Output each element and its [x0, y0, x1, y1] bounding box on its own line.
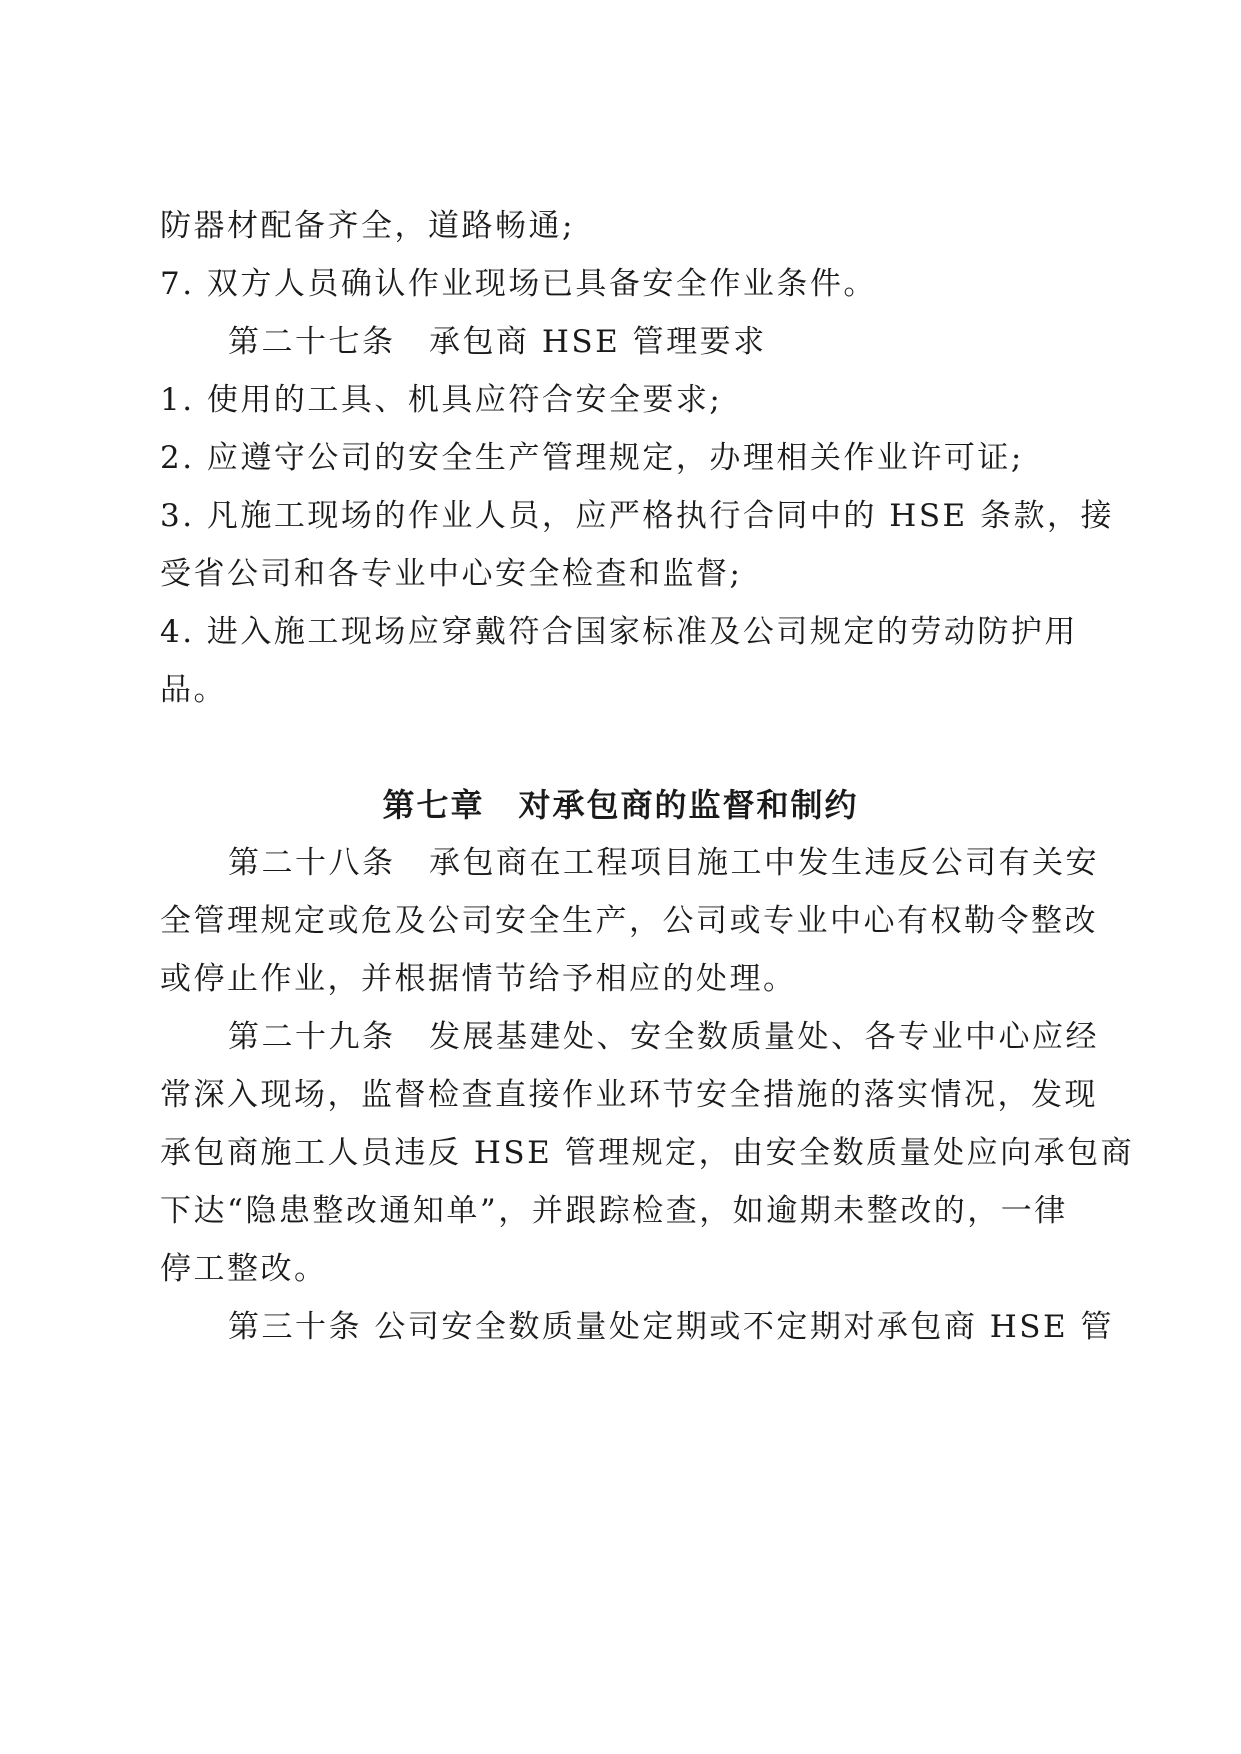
article-heading: 第二十七条 承包商 HSE 管理要求 — [228, 324, 767, 360]
text-line: 4. 进入施工现场应穿戴符合国家标准及公司规定的劳动防护用 — [160, 614, 1078, 650]
text-line: 7. 双方人员确认作业现场已具备安全作业条件。 — [160, 266, 877, 302]
text-line: 品。 — [160, 672, 227, 708]
text-line: 停工整改。 — [160, 1251, 328, 1287]
text-line: 1. 使用的工具、机具应符合安全要求; — [160, 382, 723, 418]
chapter-heading: 第七章 对承包商的监督和制约 — [382, 786, 859, 824]
article-paragraph: 第二十九条 发展基建处、安全数质量处、各专业中心应经 — [228, 1019, 1099, 1055]
text-line: 承包商施工人员违反 HSE 管理规定，由安全数质量处应向承包商 — [160, 1135, 1135, 1171]
article-paragraph: 第三十条 公司安全数质量处定期或不定期对承包商 HSE 管 — [228, 1309, 1114, 1345]
text-line: 2. 应遵守公司的安全生产管理规定，办理相关作业许可证; — [160, 440, 1024, 476]
text-line: 下达“隐患整改通知单”，并跟踪检查，如逾期未整改的，一律 — [160, 1193, 1068, 1229]
text-line: 3. 凡施工现场的作业人员，应严格执行合同中的 HSE 条款，接 — [160, 498, 1115, 534]
text-line: 防器材配备齐全，道路畅通; — [160, 208, 575, 244]
article-paragraph: 第二十八条 承包商在工程项目施工中发生违反公司有关安 — [228, 845, 1099, 881]
text-line: 全管理规定或危及公司安全生产，公司或专业中心有权勒令整改 — [160, 903, 1098, 939]
text-line: 或停止作业，并根据情节给予相应的处理。 — [160, 961, 797, 997]
text-line: 受省公司和各专业中心安全检查和监督; — [160, 556, 743, 592]
text-line: 常深入现场，监督检查直接作业环节安全措施的落实情况，发现 — [160, 1077, 1098, 1113]
